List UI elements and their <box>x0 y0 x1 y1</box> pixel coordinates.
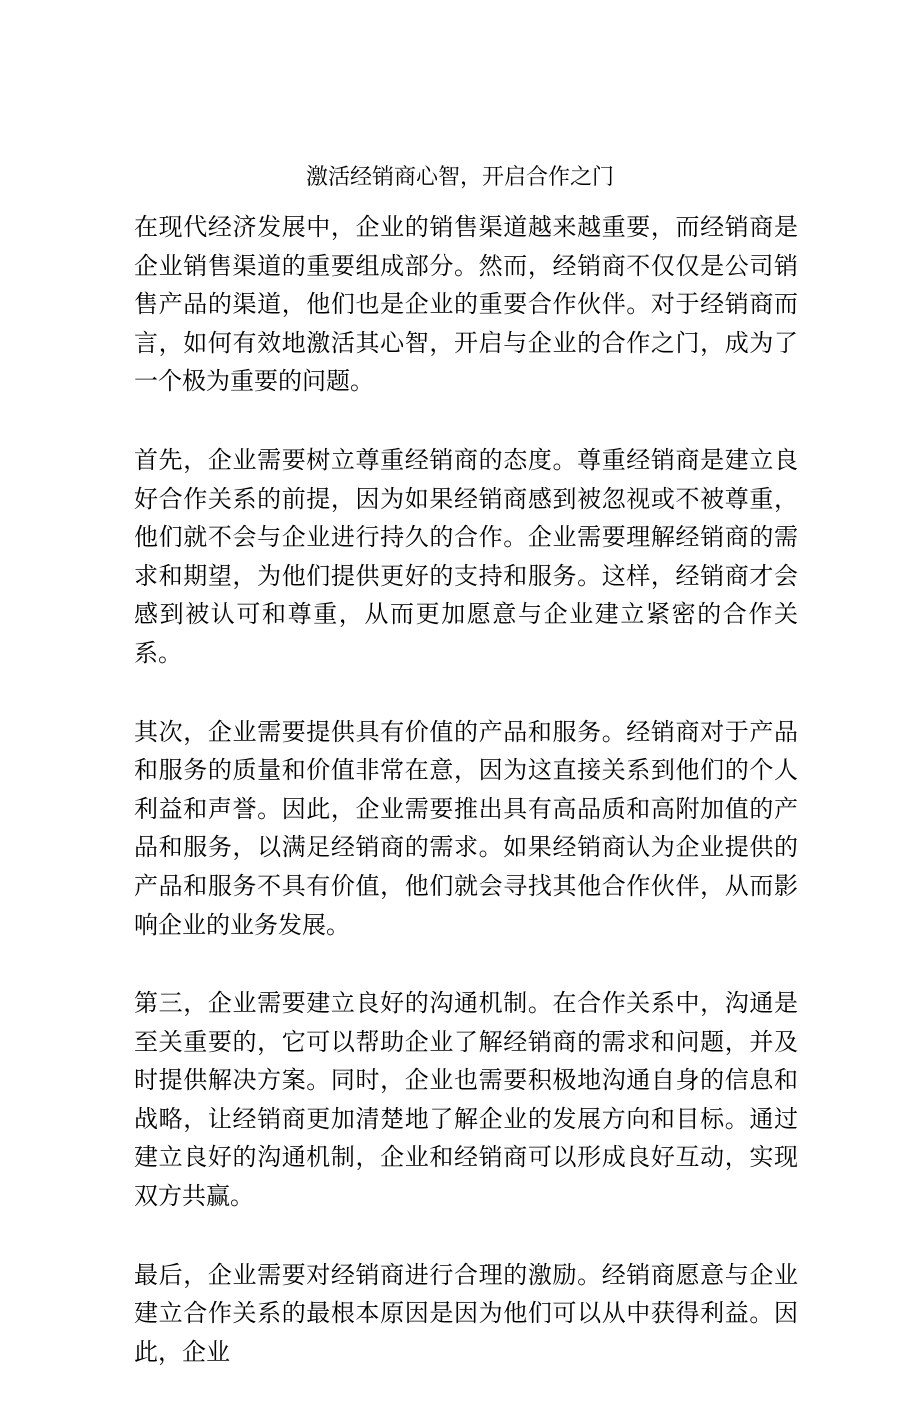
paragraph-second-point: 其次，企业需要提供具有价值的产品和服务。经销商对于产品和服务的质量和价值非常在意，因为这直接关系到他们的个人利益和声誉。因此，企业需要推出具有高品质和高附加值的产品和服务，以满足经销商的需求。如果经销商认为企业提供的产品和服务不具有价值，他们就会寻找其他合作伙伴，从而影响企业的业务发展。 <box>134 717 798 939</box>
paragraph-last-point: 最后，企业需要对经销商进行合理的激励。经销商愿意与企业建立合作关系的最根本原因是因为他们可以从中获得利益。因此，企业 <box>134 1260 798 1366</box>
document-body <box>134 208 798 1411</box>
paragraph-third-point: 第三，企业需要建立良好的沟通机制。在合作关系中，沟通是至关重要的，它可以帮助企业了解经销商的需求和问题，并及时提供解决方案。同时，企业也需要积极地沟通自身的信息和战略，让经销商更加清楚地了解企业的发展方向和目标。通过建立良好的沟通机制，企业和经销商可以形成良好互动，实现双方共赢。 <box>134 989 798 1211</box>
document-title: 激活经销商心智，开启合作之门 <box>305 165 614 190</box>
paragraph-first-point: 首先，企业需要树立尊重经销商的态度。尊重经销商是建立良好合作关系的前提，因为如果经销商感到被忽视或不被尊重，他们就不会与企业进行持久的合作。企业需要理解经销商的需求和期望，为他们提供更好的支持和服务。这样，经销商才会感到被认可和尊重，从而更加愿意与企业建立紧密的合作关系。 <box>134 445 798 667</box>
paragraph-intro: 在现代经济发展中，企业的销售渠道越来越重要，而经销商是企业销售渠道的重要组成部分。然而，经销商不仅仅是公司销售产品的渠道，他们也是企业的重要合作伙伴。对于经销商而言，如何有效地激活其心智，开启与企业的合作之门，成为了一个极为重要的问题。 <box>134 213 798 396</box>
